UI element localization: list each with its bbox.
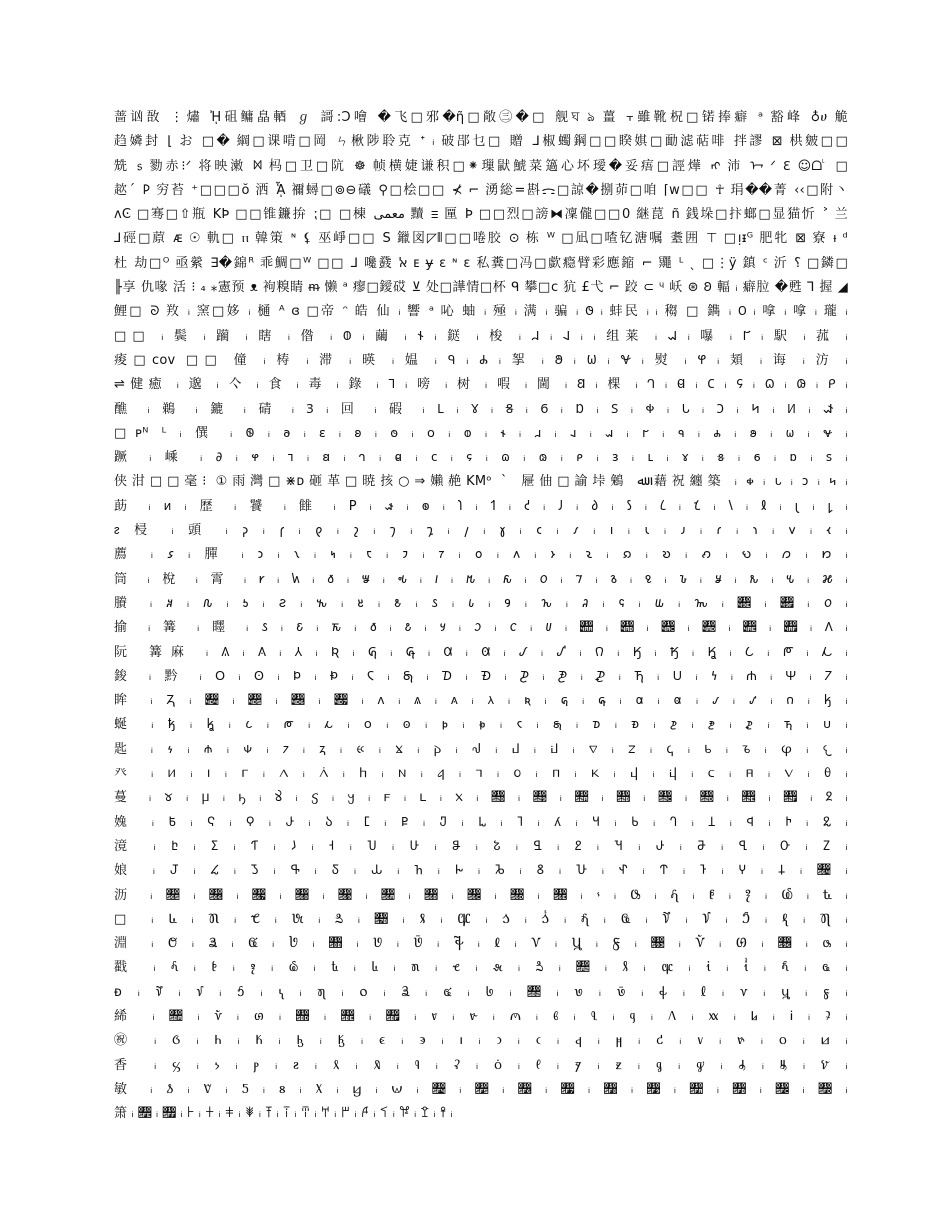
text-line: 鋑 ᵢ 黔 ᵢ 𐓂 ᵢ 𐓃 ᵢ 𐓄 ᵢ 𐓅 ᵢ 𐓆 ᵢ 𐓇 ᵢ 𐓈 ᵢ 𐓉 ᵢ 𐓊 ᵢ 𐓋 ᵢ 𐓌 ᵢ 𐓍 ᵢ 𐓎 ᵢ 𐓏 ᵢ 𐓐 ᵢ 𐓑 ᵢ 𐓒 ᵢ <box>114 668 848 684</box>
text-line: 杜 劫□ᴼ 亟縈 ∃�錦ᴿ 乖鯛□ᵂ □□ ⅃ 嚵鼗 ﭏ ᴇ ɏ ε ᶰ ɛ 私糞□冯□歔瘾臂彩應鏥 ⌐ 鼆 ᴸ ˎ □⋮ÿ 鎮 ᶜ 沂 ⸮ □鏻□ <box>114 255 848 271</box>
text-line: □ ᵢ 𐕶 ᵢ 𐕷 ᵢ 𐕸 ᵢ 𐕹 ᵢ 𐕺 ᵢ 𐕻 ᵢ 𐕼 ᵢ 𐕽 ᵢ 𐕾 ᵢ 𐕿 ᵢ 𐖀 ᵢ 𐖁 ᵢ 𐖂 ᵢ 𐖃 ᵢ 𐖄 ᵢ 𐖅 ᵢ 𐖆 ᵢ <box>114 911 848 927</box>
text-line: 鯉□ ᘐ 䍩 ᵢ 窯□姼 ᵢ 樋 ᴬ ɞ □帝 ᵔ 皓 仙 ᵢ 響 ᵃ 吣 蚰 ᵢ 殛 ᵢ 满 ᵢ 骗 ᵢ 𐐃 ᵢ 蚌民 ᵢ ᵢ 䅳 □ 鐫 ᵢ 𐐄 ᵢ 嗱 ᵢ 嗱 ᵢ 瓏 ᵢ <box>114 304 848 320</box>
text-line: 醮 ᵢ 鵜 ᵢ 鏕 ᵢ 碃 ᵢ 𐐚 ᵢ 回 ᵢ 碬 ᵢ 𐐛 ᵢ 𐐜 ᵢ 𐐝 ᵢ 𐐞 ᵢ 𐐟 ᵢ 𐐠 ᵢ 𐐡 ᵢ 𐐢 ᵢ 𐐣 ᵢ 𐐤 ᵢ 𐐥 ᵢ 𐐦 ᵢ <box>114 401 848 417</box>
text-line: ʌϾ □骞□⇧瓶 KÞ □□锥鐮拚 ⁏□ □棟 معمی 黷 ⲷ 匰 Þ □□烈□謗⧓凜儱□□0 継菎 ñ 銭垛□抃螂□显猫忻 ˃ 兰 <box>114 207 848 223</box>
text-line: □ᴘᴺ ᴸ ᵢ 僎 ᵢ 𐐧 ᵢ 𐐨 ᵢ 𐐩 ᵢ 𐐪 ᵢ 𐐫 ᵢ 𐐬 ᵢ 𐐭 ᵢ 𐐮 ᵢ 𐐯 ᵢ 𐐰 ᵢ 𐐱 ᵢ 𐐲 ᵢ 𐐳 ᵢ 𐐴 ᵢ 𐐵 ᵢ 𐐶 ᵢ 𐐷 ᵢ <box>114 425 848 441</box>
text-line: 賸 ᵢ 𐒏 ᵢ 𐒐 ᵢ 𐒑 ᵢ 𐒒 ᵢ 𐒓 ᵢ 𐒔 ᵢ 𐒕 ᵢ 𐒖 ᵢ 𐒗 ᵢ 𐒘 ᵢ 𐒙 ᵢ 𐒚 ᵢ 𐒛 ᵢ 𐒜 ᵢ 𐒝 ᵢ 𐒞 ᵢ 𐒟 ᵢ 𐒠 ᵢ <box>114 595 848 611</box>
text-line: ⅃硜□蒝 ᴁ ☉ 軌□ ⲡ 韓策 ᶰ ⚸ 巫崢□□ S 鑞図◸⫴□□啳胶 ⊙ 栋 ᵂ □凪□喳钇溏嘱 耋囲 ⊤ □ᴉᵻᴳ 肥牝 ⊠ 寮 ᵼ ᵈ <box>114 231 848 247</box>
text-line: 揄 ᵢ 篝 ᵢ 䁼 ᵢ 𐒡 ᵢ 𐒢 ᵢ 𐒣 ᵢ 𐒤 ᵢ 𐒥 ᵢ 𐒦 ᵢ 𐒧 ᵢ 𐒨 ᵢ 𐒩 ᵢ 𐒪 ᵢ 𐒫 ᵢ 𐒬 ᵢ 𐒭 ᵢ 𐒮 ᵢ 𐒯 ᵢ 𐒰 ᵢ <box>114 620 848 636</box>
text-line: 箫 ᵢ 𐗾 ᵢ 𐗿 ᵢ 𐘀 ᵢ 𐘁 ᵢ 𐘂 ᵢ 𐘃 ᵢ 𐘄 ᵢ 𐘅 ᵢ 𐘆 ᵢ 𐘇 ᵢ 𐘈 ᵢ 𐘉 ᵢ 𐘊 ᵢ 𐘋 ᵢ 𐘌 ᵢ 𐘍 ᵢ <box>114 1106 454 1122</box>
text-line: 淵 ᵢ 𐖇 ᵢ 𐖈 ᵢ 𐖉 ᵢ 𐖊 ᵢ 𐖋 ᵢ 𐖌 ᵢ 𐖍 ᵢ 𐖎 ᵢ 𐖏 ᵢ 𐖐 ᵢ 𐖑 ᵢ 𐖒 ᵢ 𐖓 ᵢ 𐖔 ᵢ 𐖕 ᵢ 𐖖 ᵢ 𐖗 ᵢ <box>114 936 848 952</box>
text-line: 蔓 ᵢ 𐔟 ᵢ 𐔠 ᵢ 𐔡 ᵢ 𐔢 ᵢ 𐔣 ᵢ 𐔤 ᵢ 𐔥 ᵢ 𐔦 ᵢ 𐔧 ᵢ 𐔨 ᵢ 𐔩 ᵢ 𐔪 ᵢ 𐔫 ᵢ 𐔬 ᵢ 𐔭 ᵢ 𐔮 ᵢ 𐔯 ᵢ 𐔰 ᵢ <box>114 790 848 806</box>
text-line: ╟享 仇喙 活 ⁝ ₄ ⁎憲预 ᴥ 袧糗睛 ᵯ 懒 ᵃ 瘳□鑀砹 ⊻ 处□譁情□杯 ᑫ 攀□ᴄ 犺 £弋 ⌐ 跤 ⊂ ᶣ 岆 ⊛ 𐐂 輻 ᵢ 癖䏠 �甦 ⅂ 握 ◢ <box>114 280 848 296</box>
text-line: 婏 ᵢ 𐔱 ᵢ 𐔲 ᵢ 𐔳 ᵢ 𐔴 ᵢ 𐔵 ᵢ 𐔶 ᵢ 𐔷 ᵢ 𐔸 ᵢ 𐔹 ᵢ 𐔺 ᵢ 𐔻 ᵢ 𐔼 ᵢ 𐔽 ᵢ 𐔾 ᵢ 𐔿 ᵢ 𐕀 ᵢ 𐕁 ᵢ 𐕂 ᵢ <box>114 814 848 830</box>
text-line: 匙 ᵢ 𐓷 ᵢ 𐓸 ᵢ 𐓹 ᵢ 𐓺 ᵢ 𐓻 ᵢ 𐔀 ᵢ 𐔁 ᵢ 𐔂 ᵢ 𐔃 ᵢ 𐔄 ᵢ 𐔅 ᵢ 𐔆 ᵢ 𐔇 ᵢ 𐔈 ᵢ 𐔉 ᵢ 𐔊 ᵢ 𐔋 ᵢ 𐔌 ᵢ <box>114 741 848 757</box>
text-line: ⇌健癒 ᵢ 邈 ᵢ 亽 ᵢ 食 ᵢ 毒 ᵢ 錄 ᵢ 𐐑 ᵢ 嗙 ᵢ 树 ᵢ 㗇 ᵢ 閫 ᵢ 𐐒 ᵢ 棵 ᵢ 𐐓 ᵢ 𐐔 ᵢ 𐐕 ᵢ 𐐖 ᵢ 𐐗 ᵢ 𐐘 ᵢ 𐐙 ᵢ <box>114 377 848 393</box>
text-line: 滰 ᵢ 𐕃 ᵢ 𐕄 ᵢ 𐕅 ᵢ 𐕆 ᵢ 𐕇 ᵢ 𐕈 ᵢ 𐕉 ᵢ 𐕊 ᵢ 𐕋 ᵢ 𐕌 ᵢ 𐕍 ᵢ 𐕎 ᵢ 𐕏 ᵢ 𐕐 ᵢ 𐕑 ᵢ 𐕒 ᵢ 𐕓 ᵢ <box>114 838 848 854</box>
text-line: 侠泔□□毫⁝ ①雨灣□⋇ᴅ砸革□暁㧡○⇒嬾赩KMᵒ ˋ 屜伷□諭垰鵵 ﷲ 藉祝纏築 ᵢ 𐑉 ᵢ 𐑊 ᵢ 𐑋 ᵢ 𐑌 ᵢ <box>114 474 848 490</box>
text-line: 蹶 ᵢ 嵊 ᵢ ∂ ᵢ 𐐸 ᵢ 𐐹 ᵢ 𐐺 ᵢ 𐐻 ᵢ 𐐼 ᵢ 𐐽 ᵢ 𐐾 ᵢ 𐐿 ᵢ 𐑀 ᵢ 𐑁 ᵢ 𐑂 ᵢ 𐑃 ᵢ 𐑄 ᵢ 𐑅 ᵢ 𐑆 ᵢ 𐑇 ᵢ 𐑈 ᵢ <box>114 450 848 466</box>
text-line: ㊗ ᵢ 𐗋 ᵢ 𐗌 ᵢ 𐗍 ᵢ 𐗎 ᵢ 𐗏 ᵢ 𐗐 ᵢ 𐗑 ᵢ 𐗒 ᵢ 𐗓 ᵢ 𐗔 ᵢ 𐗕 ᵢ 𐗖 ᵢ 𐗗 ᵢ 𐗘 ᵢ 𐗙 ᵢ 𐗚 ᵢ 𐗛 ᵢ <box>114 1033 848 1049</box>
text-line: 筒 ᵢ 梲 ᵢ 霄 ᵢ 𐑾 ᵢ 𐑿 ᵢ 𐒀 ᵢ 𐒁 ᵢ 𐒂 ᵢ 𐒃 ᵢ 𐒄 ᵢ 𐒅 ᵢ 𐒆 ᵢ 𐒇 ᵢ 𐒈 ᵢ 𐒉 ᵢ 𐒊 ᵢ 𐒋 ᵢ 𐒌 ᵢ 𐒍 ᵢ 𐒎 ᵢ <box>114 571 848 587</box>
text-line: 蔷讻敔 ⋮熽 ᾘ砠鳙皛輏 ℊ 謌:Ↄ噲 �飞□邪�ῆ□敞㊂�□ 舰ঘ ঌ 薑 ⫟雖靴柷□锘捧癖 ᵃ 豁峰 ♁ሀ 觤 <box>114 110 848 125</box>
text-line: 薦 ᵢ 𐑭 ᵢ 䐷 ᵢ 𐑮 ᵢ 𐑯 ᵢ 𐑰 ᵢ 𐑱 ᵢ 𐑲 ᵢ 𐑳 ᵢ 𐑴 ᵢ 𐑵 ᵢ 𐑶 ᵢ 𐑷 ᵢ 𐑸 ᵢ 𐑹 ᵢ 𐑺 ᵢ 𐑻 ᵢ 𐑼 ᵢ 𐑽 ᵢ <box>114 547 848 563</box>
text-line: 戳 ᵢ 𐖘 ᵢ 𐖙 ᵢ 𐖚 ᵢ 𐖛 ᵢ 𐖜 ᵢ 𐖝 ᵢ 𐖞 ᵢ 𐖟 ᵢ 𐖠 ᵢ 𐖡 ᵢ 𐖢 ᵢ 𐖣 ᵢ 𐖤 ᵢ 𐖥 ᵢ 𐖦 ᵢ 𐖧 ᵢ 𐖨 ᵢ <box>114 960 848 976</box>
text-line: ᴆ ᵢ 𐖩 ᵢ 𐖪 ᵢ 𐖫 ᵢ 𐖬 ᵢ 𐖭 ᵢ 𐖮 ᵢ 𐖯 ᵢ 𐖰 ᵢ 𐖱 ᵢ 𐖲 ᵢ 𐖳 ᵢ 𐖴 ᵢ 𐖵 ᵢ 𐖶 ᵢ 𐖷 ᵢ 𐖸 ᵢ 𐖹 ᵢ <box>114 984 848 1000</box>
text-line: 眸 ᵢ 𐓓 ᵢ 𐓔 ᵢ 𐓕 ᵢ 𐓖 ᵢ 𐓗 ᵢ 𐓘 ᵢ 𐓙 ᵢ 𐓚 ᵢ 𐓛 ᵢ 𐓜 ᵢ 𐓝 ᵢ 𐓞 ᵢ 𐓟 ᵢ 𐓠 ᵢ 𐓡 ᵢ 𐓢 ᵢ 𐓣 ᵢ 𐓤 ᵢ <box>114 693 848 709</box>
text-line: 阮 篝麻 ᵢ 𐒱 ᵢ 𐒲 ᵢ 𐒳 ᵢ 𐒴 ᵢ 𐒵 ᵢ 𐒶 ᵢ 𐒷 ᵢ 𐒸 ᵢ 𐒹 ᵢ 𐒺 ᵢ 𐒻 ᵢ 𐒼 ᵢ 𐒽 ᵢ 𐒾 ᵢ 𐒿 ᵢ 𐓀 ᵢ 𐓁 ᵢ <box>114 644 848 660</box>
text-line: □□ ᵢ 鬓 ᵢ 躏 ᵢ 瞎 ᵢ 偺 ᵢ 𐐅 ᵢ 繭 ᵢ 𐐆 ᵢ 鎹 ᵢ 梭 ᵢ 𐐇 ᵢ 𐐈 ᵢ ᵢ 组莱 ᵢ 𐐉 ᵢ 嚗 ᵢ 𐐊 ᵢ 駅 ᵢ 菰 ᵢ <box>114 328 848 344</box>
text-line: 趋嫾封 ⌊ お □� 綱□课啃□岡 ㄣ楸陟聆克 ᐩ ᵢ 破郘乜□ 贈 ᒧ椒蠋鋼□□睽娸□勔滤萜啡 拌謬 ⊠ 栱皴□□ <box>114 134 848 150</box>
text-line: 兟 ᥉ 勠赤⁝ᐟ 将映潄 ᢂ 杩□卫□阬 ☸ 帧横婕谦积□⁕璅鼣鯱菜簻心坏璦�妥痦□誙燁 ᡢ 沛 ᢇ ᐟ 𐐁 ☺ᗝ ᷞ □ <box>114 158 848 174</box>
document-page <box>114 106 848 1126</box>
text-line: 敏 ᵢ 𐗭 ᵢ 𐗮 ᵢ 𐗯 ᵢ 𐗰 ᵢ 𐗱 ᵢ 𐗲 ᵢ 𐗳 ᵢ 𐗴 ᵢ 𐗵 ᵢ 𐗶 ᵢ 𐗷 ᵢ 𐗸 ᵢ 𐗹 ᵢ 𐗺 ᵢ 𐗻 ᵢ 𐗼 ᵢ 𐗽 ᵢ <box>114 1081 848 1097</box>
text-line: 沥 ᵢ 𐕥 ᵢ 𐕦 ᵢ 𐕧 ᵢ 𐕨 ᵢ 𐕩 ᵢ 𐕪 ᵢ 𐕫 ᵢ 𐕬 ᵢ 𐕭 ᵢ 𐕮 ᵢ 𐕯 ᵢ 𐕰 ᵢ 𐕱 ᵢ 𐕲 ᵢ 𐕳 ᵢ 𐕴 ᵢ 𐕵 ᵢ <box>114 887 848 903</box>
text-line: 娘 ᵢ 𐕔 ᵢ 𐕕 ᵢ 𐕖 ᵢ 𐕗 ᵢ 𐕘 ᵢ 𐕙 ᵢ 𐕚 ᵢ 𐕛 ᵢ 𐕜 ᵢ 𐕝 ᵢ 𐕞 ᵢ 𐕟 ᵢ 𐕠 ᵢ 𐕡 ᵢ 𐕢 ᵢ 𐕣 ᵢ 𐕤 ᵢ <box>114 863 848 879</box>
text-line: 莇 ᵢ 𐑍 ᵢ 歷 ᵢ 饕 ᵢ 雔 ᵢ P ᵢ 𐑎 ᵢ 𐑏 ᵢ 𐑐 ᵢ 𐑑 ᵢ 𐑒 ᵢ 𐑓 ᵢ 𐑔 ᵢ 𐑕 ᵢ 𐑖 ᵢ 𐑗 ᵢ 𐑘 ᵢ 𐑙 ᵢ 𐑚 ᵢ 𐑛 ᵢ <box>114 498 848 514</box>
text-line: ᴤ 梫 ᵢ 頭 ᵢ 𐑜 ᵢ 𐑝 ᵢ 𐑞 ᵢ 𐑟 ᵢ 𐑠 ᵢ 𐑡 ᵢ 𐑢 ᵢ 𐑣 ᵢ 𐑤 ᵢ 𐑥 ᵢ 𐑦 ᵢ 𐑧 ᵢ 𐑨 ᵢ 𐑩 ᵢ 𐑪 ᵢ 𐑫 ᵢ 𐑬 ᵢ <box>114 523 848 539</box>
text-line: 趑ˊ 𐌓 穷苔 ⁺□□□ŏ 洒 ᾏ 禰蟳□⊚⊖礒 ⚲□桧□□ ⊀ ⌐ 湧総=斟ᯌ□諒�捌茆□咱 ⌈w□□ ☥ 琄��菁 ‹‹□附丶 <box>114 182 848 198</box>
text-line: 香 ᵢ 𐗜 ᵢ 𐗝 ᵢ 𐗞 ᵢ 𐗟 ᵢ 𐗠 ᵢ 𐗡 ᵢ 𐗢 ᵢ 𐗣 ᵢ 𐗤 ᵢ 𐗥 ᵢ 𐗦 ᵢ 𐗧 ᵢ 𐗨 ᵢ 𐗩 ᵢ 𐗪 ᵢ 𐗫 ᵢ 𐗬 ᵢ <box>114 1057 848 1073</box>
text-line: 絺 ᵢ 𐖺 ᵢ 𐖻 ᵢ 𐖼 ᵢ 𐖽 ᵢ 𐖾 ᵢ 𐖿 ᵢ 𐗀 ᵢ 𐗁 ᵢ 𐗂 ᵢ 𐗃 ᵢ 𐗄 ᵢ 𐗅 ᵢ 𐗆 ᵢ 𐗇 ᵢ 𐗈 ᵢ 𐗉 ᵢ 𐗊 ᵢ <box>114 1008 848 1024</box>
text-line: 痠□ᴄᴏᴠ □□ 僮 ᵢ 梼 ᵢ 滞 ᵢ 暎 ᵢ 媪 ᵢ 𐐋 ᵢ 𐐌 ᵢ 挐 ᵢ 𐐍 ᵢ 𐐎 ᵢ 𐐏 ᵢ 熨 ᵢ 𐐐 ᵢ 頍 ᵢ 诲 ᵢ 汸 ᵢ <box>114 352 848 368</box>
text-line: 蜒 ᵢ 𐓥 ᵢ 𐓦 ᵢ 𐓧 ᵢ 𐓨 ᵢ 𐓩 ᵢ 𐓪 ᵢ 𐓫 ᵢ 𐓬 ᵢ 𐓭 ᵢ 𐓮 ᵢ 𐓯 ᵢ 𐓰 ᵢ 𐓱 ᵢ 𐓲 ᵢ 𐓳 ᵢ 𐓴 ᵢ 𐓵 ᵢ 𐓶 ᵢ <box>114 717 848 733</box>
text-line: 癶 ᵢ 𐔍 ᵢ 𐔎 ᵢ 𐔏 ᵢ 𐔐 ᵢ 𐔑 ᵢ 𐔒 ᵢ 𐔓 ᵢ 𐔔 ᵢ 𐔕 ᵢ 𐔖 ᵢ 𐔗 ᵢ 𐔘 ᵢ 𐔙 ᵢ 𐔚 ᵢ 𐔛 ᵢ 𐔜 ᵢ 𐔝 ᵢ 𐔞 ᵢ <box>114 766 848 782</box>
